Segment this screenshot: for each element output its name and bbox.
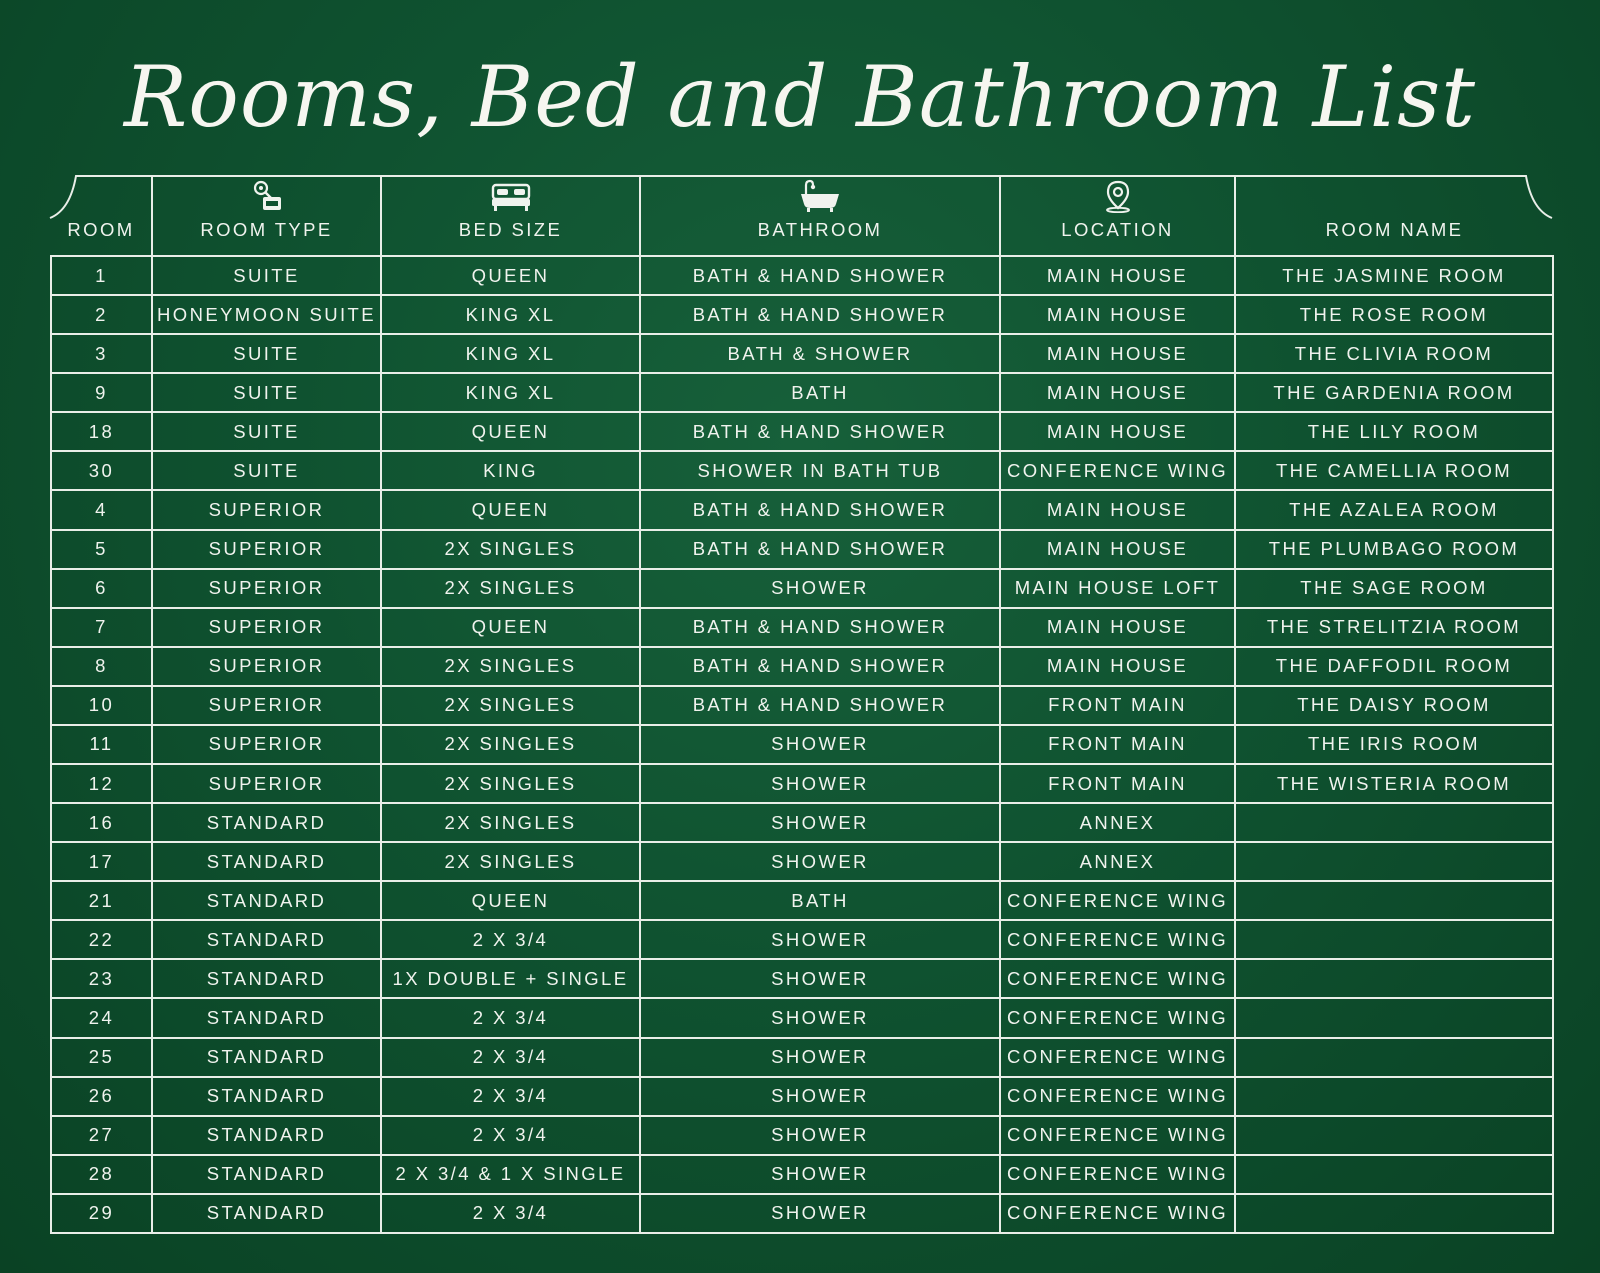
cell-room-type: SUITE [152,334,381,373]
cell-location: ANNEX [1000,803,1235,842]
cell-room-number: 21 [51,881,152,920]
cell-location: MAIN HOUSE [1000,373,1235,412]
cell-room-number: 6 [51,569,152,608]
cell-bed-size: 2 X 3/4 [381,1038,640,1077]
cell-room-name [1235,1194,1553,1233]
cell-bathroom: SHOWER IN BATH TUB [640,451,1000,490]
cell-room-number: 2 [51,295,152,334]
cell-location: MAIN HOUSE [1000,647,1235,686]
cell-bed-size: 2X SINGLES [381,725,640,764]
cell-room-type: STANDARD [152,842,381,881]
column-header-label: ROOM [67,219,135,240]
cell-room-number: 24 [51,998,152,1037]
table-row [51,881,1553,920]
cell-bed-size: 1X DOUBLE + SINGLE [381,959,640,998]
column-header-label: LOCATION [1061,219,1174,240]
cell-room-type: SUPERIOR [152,530,381,569]
cell-location: MAIN HOUSE [1000,608,1235,647]
cell-room-number: 29 [51,1194,152,1233]
column-header-label: ROOM NAME [1325,219,1464,240]
column-header-room [51,176,152,256]
cell-room-number: 17 [51,842,152,881]
cell-bed-size: 2X SINGLES [381,530,640,569]
rooms-table [50,176,1554,1234]
cell-room-name [1235,803,1553,842]
cell-room-number: 28 [51,1155,152,1194]
cell-bathroom: SHOWER [640,764,1000,803]
cell-room-type: SUITE [152,256,381,295]
cell-room-number: 25 [51,1038,152,1077]
column-header-label: BED SIZE [458,219,563,240]
cell-room-type: STANDARD [152,959,381,998]
cell-room-name [1235,959,1553,998]
table-row [51,1155,1553,1194]
cell-bathroom: BATH & HAND SHOWER [640,647,1000,686]
table-row [51,569,1553,608]
cell-location: CONFERENCE WING [1000,1077,1235,1116]
table-row [51,256,1553,295]
location-pin-icon [1001,179,1234,213]
table-header-row [51,176,1553,256]
cell-bathroom: BATH & HAND SHOWER [640,530,1000,569]
cell-room-name [1235,920,1553,959]
cell-bed-size: 2 X 3/4 [381,1077,640,1116]
bed-icon [382,179,639,213]
cell-location: CONFERENCE WING [1000,1116,1235,1155]
cell-room-name [1235,1116,1553,1155]
table-row [51,920,1553,959]
cell-room-number: 10 [51,686,152,725]
cell-room-type: SUPERIOR [152,608,381,647]
cell-bathroom: SHOWER [640,569,1000,608]
cell-room-name [1235,1038,1553,1077]
cell-location: CONFERENCE WING [1000,1038,1235,1077]
cell-room-name: THE ROSE ROOM [1235,295,1553,334]
table-row [51,725,1553,764]
cell-bathroom: SHOWER [640,1194,1000,1233]
cell-bathroom: BATH [640,881,1000,920]
cell-room-number: 22 [51,920,152,959]
cell-bed-size: 2X SINGLES [381,764,640,803]
cell-bed-size: QUEEN [381,256,640,295]
page-title: Rooms, Bed and Bathroom List [124,48,1476,146]
cell-location: MAIN HOUSE [1000,490,1235,529]
cell-room-name: THE DAFFODIL ROOM [1235,647,1553,686]
cell-room-number: 11 [51,725,152,764]
cell-bathroom: SHOWER [640,998,1000,1037]
cell-bathroom: SHOWER [640,1077,1000,1116]
table-row [51,998,1553,1037]
table-row [51,686,1553,725]
cell-room-number: 3 [51,334,152,373]
cell-room-number: 23 [51,959,152,998]
cell-location: MAIN HOUSE [1000,412,1235,451]
cell-room-name: THE STRELITZIA ROOM [1235,608,1553,647]
cell-bed-size: KING XL [381,373,640,412]
table-row [51,1077,1553,1116]
column-header-bathroom [640,176,1000,256]
table-row [51,647,1553,686]
cell-location: MAIN HOUSE [1000,295,1235,334]
cell-location: CONFERENCE WING [1000,920,1235,959]
cell-bed-size: QUEEN [381,881,640,920]
cell-bathroom: BATH & SHOWER [640,334,1000,373]
cell-bed-size: 2X SINGLES [381,569,640,608]
table-row [51,764,1553,803]
column-header-room-type [152,176,381,256]
cell-room-type: STANDARD [152,998,381,1037]
cell-location: CONFERENCE WING [1000,1155,1235,1194]
cell-bed-size: KING XL [381,334,640,373]
table-row [51,959,1553,998]
cell-room-type: STANDARD [152,1155,381,1194]
bathtub-icon [641,179,999,213]
cell-room-type: STANDARD [152,920,381,959]
cell-bed-size: 2X SINGLES [381,686,640,725]
cell-bathroom: SHOWER [640,842,1000,881]
cell-room-name: THE CLIVIA ROOM [1235,334,1553,373]
cell-room-name [1235,842,1553,881]
cell-room-number: 18 [51,412,152,451]
cell-location: CONFERENCE WING [1000,881,1235,920]
cell-room-name: THE GARDENIA ROOM [1235,373,1553,412]
cell-bathroom: BATH & HAND SHOWER [640,686,1000,725]
cell-location: FRONT MAIN [1000,764,1235,803]
cell-room-number: 7 [51,608,152,647]
cell-room-number: 9 [51,373,152,412]
cell-room-number: 27 [51,1116,152,1155]
table-row [51,295,1553,334]
table-row [51,490,1553,529]
cell-room-type: STANDARD [152,803,381,842]
cell-bathroom: BATH [640,373,1000,412]
cell-room-number: 4 [51,490,152,529]
cell-room-type: STANDARD [152,1116,381,1155]
cell-room-name: THE CAMELLIA ROOM [1235,451,1553,490]
cell-room-type: SUPERIOR [152,647,381,686]
cell-room-name [1235,881,1553,920]
cell-room-name: THE AZALEA ROOM [1235,490,1553,529]
cell-room-number: 12 [51,764,152,803]
cell-bed-size: 2 X 3/4 [381,920,640,959]
cell-bathroom: SHOWER [640,803,1000,842]
cell-room-type: STANDARD [152,881,381,920]
table-row [51,608,1553,647]
cell-room-name [1235,998,1553,1037]
keys-icon [153,179,380,213]
table-row [51,1194,1553,1233]
cell-room-type: SUPERIOR [152,764,381,803]
cell-bathroom: SHOWER [640,920,1000,959]
cell-room-type: SUPERIOR [152,569,381,608]
table-row [51,803,1553,842]
cell-room-name: THE LILY ROOM [1235,412,1553,451]
cell-room-number: 26 [51,1077,152,1116]
table-row [51,1038,1553,1077]
cell-bathroom: SHOWER [640,1038,1000,1077]
cell-bathroom: SHOWER [640,1116,1000,1155]
cell-room-name: THE IRIS ROOM [1235,725,1553,764]
column-header-location [1000,176,1235,256]
cell-room-type: HONEYMOON SUITE [152,295,381,334]
cell-room-name [1235,1155,1553,1194]
cell-room-number: 8 [51,647,152,686]
cell-bed-size: QUEEN [381,608,640,647]
cell-room-name: THE DAISY ROOM [1235,686,1553,725]
cell-bed-size: QUEEN [381,412,640,451]
cell-room-type: STANDARD [152,1077,381,1116]
cell-bed-size: KING [381,451,640,490]
table-row [51,334,1553,373]
cell-room-type: STANDARD [152,1038,381,1077]
table-row [51,842,1553,881]
cell-room-type: STANDARD [152,1194,381,1233]
cell-room-type: SUITE [152,412,381,451]
cell-room-name: THE SAGE ROOM [1235,569,1553,608]
cell-bed-size: 2 X 3/4 [381,998,640,1037]
cell-bathroom: BATH & HAND SHOWER [640,608,1000,647]
cell-bathroom: SHOWER [640,959,1000,998]
cell-room-type: SUITE [152,451,381,490]
cell-room-type: SUPERIOR [152,686,381,725]
cell-location: CONFERENCE WING [1000,1194,1235,1233]
cell-bed-size: 2X SINGLES [381,803,640,842]
cell-room-name: THE PLUMBAGO ROOM [1235,530,1553,569]
cell-location: CONFERENCE WING [1000,998,1235,1037]
cell-room-number: 5 [51,530,152,569]
cell-location: MAIN HOUSE [1000,256,1235,295]
cell-bathroom: SHOWER [640,725,1000,764]
cell-location: MAIN HOUSE LOFT [1000,569,1235,608]
cell-room-number: 30 [51,451,152,490]
cell-location: ANNEX [1000,842,1235,881]
cell-room-type: SUPERIOR [152,725,381,764]
cell-location: CONFERENCE WING [1000,959,1235,998]
cell-bed-size: 2 X 3/4 & 1 X SINGLE [381,1155,640,1194]
cell-bed-size: 2 X 3/4 [381,1116,640,1155]
cell-location: FRONT MAIN [1000,686,1235,725]
cell-bathroom: BATH & HAND SHOWER [640,412,1000,451]
table-row [51,1116,1553,1155]
cell-room-type: SUPERIOR [152,490,381,529]
cell-room-number: 1 [51,256,152,295]
table-row [51,373,1553,412]
cell-bathroom: BATH & HAND SHOWER [640,295,1000,334]
column-header-label: BATHROOM [757,219,883,240]
cell-bathroom: BATH & HAND SHOWER [640,256,1000,295]
cell-bed-size: 2X SINGLES [381,842,640,881]
table-row [51,412,1553,451]
cell-bed-size: KING XL [381,295,640,334]
cell-bathroom: BATH & HAND SHOWER [640,490,1000,529]
cell-room-type: SUITE [152,373,381,412]
column-header-bed-size [381,176,640,256]
cell-bed-size: 2 X 3/4 [381,1194,640,1233]
cell-location: FRONT MAIN [1000,725,1235,764]
cell-room-name: THE JASMINE ROOM [1235,256,1553,295]
cell-room-name [1235,1077,1553,1116]
cell-room-name: THE WISTERIA ROOM [1235,764,1553,803]
cell-location: CONFERENCE WING [1000,451,1235,490]
table-row [51,451,1553,490]
cell-bed-size: QUEEN [381,490,640,529]
cell-bed-size: 2X SINGLES [381,647,640,686]
table-row [51,530,1553,569]
column-header-room-name [1235,176,1553,256]
cell-room-number: 16 [51,803,152,842]
cell-location: MAIN HOUSE [1000,530,1235,569]
cell-bathroom: SHOWER [640,1155,1000,1194]
cell-location: MAIN HOUSE [1000,334,1235,373]
table-body [51,256,1553,1233]
column-header-label: ROOM TYPE [200,219,333,240]
